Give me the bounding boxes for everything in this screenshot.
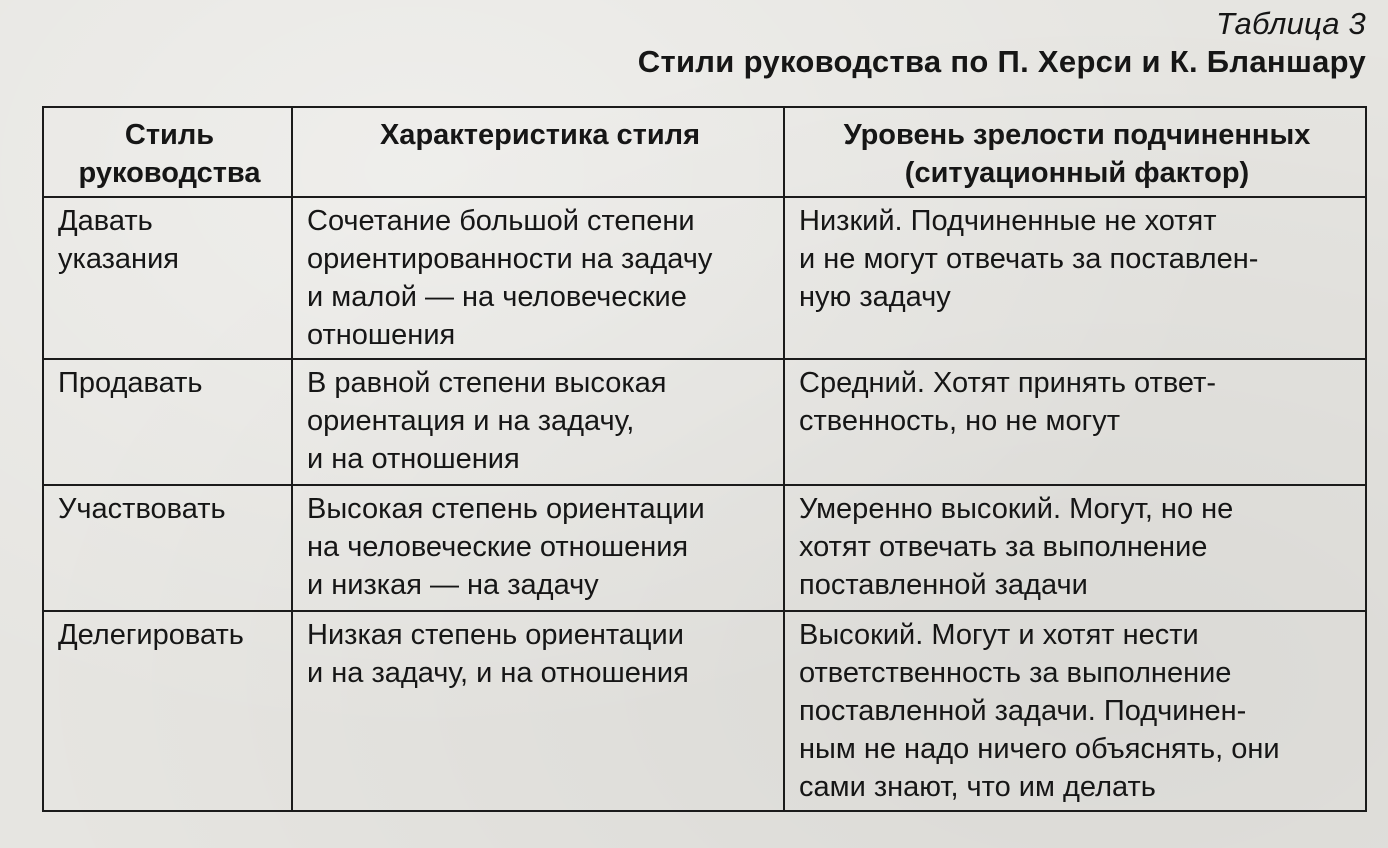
cell-maturity: Низкий. Подчиненные не хотят и не могут отвечать за поставлен- ную задачу [784,197,1366,359]
cell-characteristic: Сочетание большой степени ориентированности на задачу и малой — на человеческие отношения [292,197,784,359]
table-caption [638,6,1366,82]
cell-maturity: Средний. Хотят принять ответ- ственность, но не могут [784,359,1366,485]
cell-style: Участвовать [43,485,292,611]
cell-style: Давать указания [43,197,292,359]
cell-maturity: Высокий. Могут и хотят нести ответственность за выполнение поставленной задачи. Подчинен- ным не надо ничего объяснять, они сами знают, что им делать [784,611,1366,811]
cell-characteristic: Низкая степень ориентации и на задачу, и на отношения [292,611,784,811]
header-maturity-level: Уровень зрелости подчиненных (ситуационный фактор) [784,107,1366,197]
cell-maturity: Умеренно высокий. Могут, но не хотят отвечать за выполнение поставленной задачи [784,485,1366,611]
cell-characteristic: В равной степени высокая ориентация и на задачу, и на отношения [292,359,784,485]
table-row [43,359,1366,485]
header-style: Стиль руководства [43,107,292,197]
header-characteristic: Характеристика стиля [292,107,784,197]
cell-characteristic: Высокая степень ориентации на человеческие отношения и низкая — на задачу [292,485,784,611]
table-row [43,485,1366,611]
table-header-row [43,107,1366,197]
cell-style: Продавать [43,359,292,485]
table-row [43,197,1366,359]
table-number: Таблица 3 [1216,6,1366,41]
table-row [43,611,1366,811]
cell-style: Делегировать [43,611,292,811]
table-title: Стили руководства по П. Херси и К. Бланшару [637,44,1366,79]
leadership-styles-table [42,106,1367,812]
